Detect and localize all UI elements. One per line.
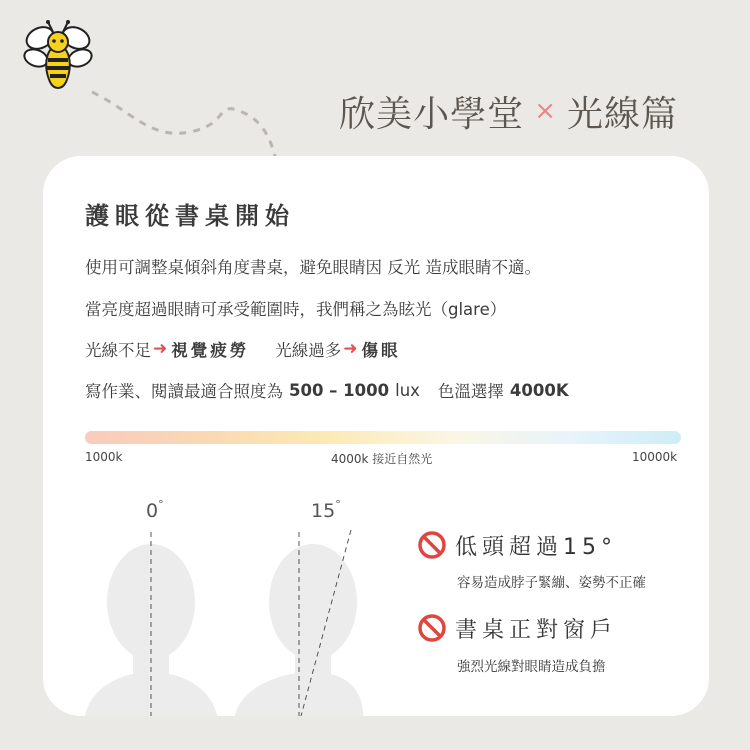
illuminance-value: 500 – 1000 xyxy=(289,380,390,400)
color-temp-prefix: 色溫選擇 xyxy=(437,382,504,401)
effect-a: 視覺疲勞 xyxy=(171,341,250,360)
prohibited-icon xyxy=(417,530,447,560)
scale-right-label: 10000k xyxy=(632,450,678,464)
brand-title: 欣美小學堂 xyxy=(339,94,525,135)
tip-line-1: 使用可調整桌傾斜角度書桌，避免眼睛因 反光 造成眼睛不適。 xyxy=(85,258,541,277)
cause-b: 光線過多 xyxy=(275,341,342,360)
separator-mark: × xyxy=(534,95,557,126)
angle-label-0: 0° xyxy=(146,498,164,522)
right-arrow-icon: ➜ xyxy=(343,339,358,359)
topic-title: 光線篇 xyxy=(566,94,678,135)
color-temp-value: 4000K xyxy=(509,380,569,400)
prohibited-icon xyxy=(417,613,447,643)
tip-line-2: 當亮度超過眼睛可承受範圍時，我們稱之為眩光（glare） xyxy=(85,300,507,319)
effect-b: 傷眼 xyxy=(361,341,401,360)
tip-line-3 xyxy=(85,337,401,361)
page-header xyxy=(0,86,678,137)
rule-desc-window: 強烈光線對眼睛造成負擔 xyxy=(457,659,606,675)
color-temperature-bar xyxy=(85,431,681,444)
rule-desc-neck-angle: 容易造成脖子緊繃、姿勢不正確 xyxy=(457,575,646,591)
right-arrow-icon: ➜ xyxy=(153,339,168,359)
angle-label-15: 15° xyxy=(311,498,341,522)
head-tilted xyxy=(269,544,357,660)
illuminance-unit: lux xyxy=(395,380,420,400)
illuminance-prefix: 寫作業、閱讀最適合照度為 xyxy=(85,382,283,401)
scale-left-label: 1000k xyxy=(85,450,123,464)
bee-icon xyxy=(18,16,98,96)
scale-middle-label: 4000k 接近自然光 xyxy=(331,452,433,466)
posture-illustration xyxy=(43,520,363,716)
rule-title-window: 書桌正對窗戶 xyxy=(455,618,618,643)
card-title: 護眼從書桌開始 xyxy=(85,202,295,230)
rule-title-neck-angle: 低頭超過15° xyxy=(455,535,617,560)
tip-line-4 xyxy=(85,378,569,402)
cause-a: 光線不足 xyxy=(85,341,151,360)
